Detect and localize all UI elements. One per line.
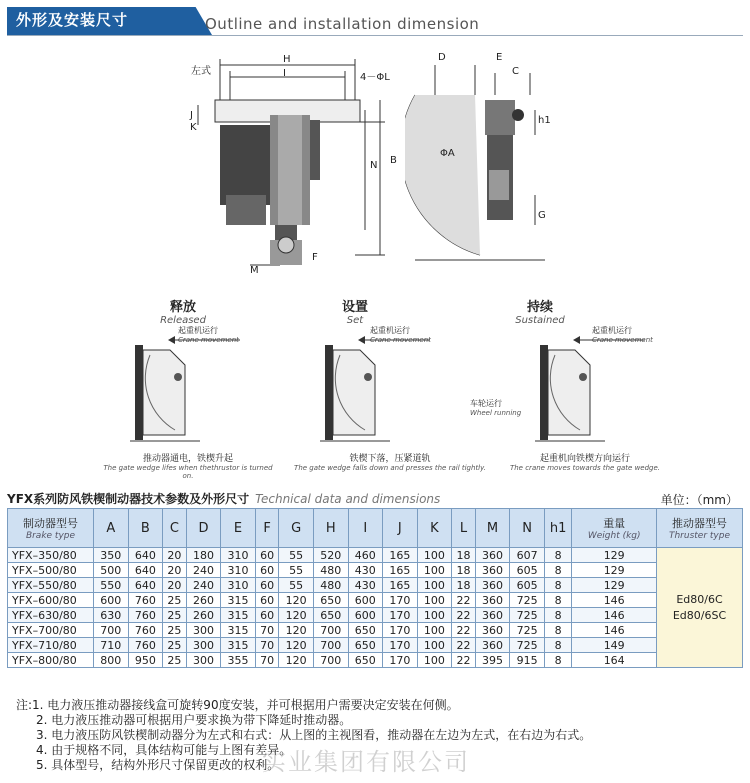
note-4: 4. 由于规格不同，具体结构可能与上图有差异。: [36, 743, 292, 757]
cell-a: 350: [94, 548, 129, 563]
cell-k: 100: [417, 548, 452, 563]
cell-h1: 8: [544, 578, 572, 593]
cell-f: 60: [255, 548, 279, 563]
cell-j: 165: [383, 578, 418, 593]
cell-k: 100: [417, 653, 452, 668]
dim-holes: 4－ΦL: [360, 72, 390, 83]
cell-h: 700: [313, 653, 348, 668]
cell-d: 300: [186, 638, 221, 653]
set-desc: 铁楔下落，压紧道轨 The gate wedge falls down and presses the rail tightly.: [294, 454, 486, 472]
cell-e: 315: [221, 638, 256, 653]
cell-k: 100: [417, 623, 452, 638]
dim-F: F: [312, 252, 318, 263]
col-l: L: [452, 509, 476, 548]
col-b: B: [128, 509, 163, 548]
cell-model: YFX–600/80: [8, 593, 94, 608]
cell-e: 355: [221, 653, 256, 668]
cell-k: 100: [417, 563, 452, 578]
released-desc: 推动器通电，铁楔升起 The gate wedge lifes when thethrustor is turned on.: [103, 454, 273, 480]
dim-K: K: [190, 122, 197, 133]
cell-j: 170: [383, 608, 418, 623]
table-row: [8, 593, 743, 608]
dim-phiA: ΦA: [440, 148, 455, 159]
cell-i: 600: [348, 593, 383, 608]
cell-l: 18: [452, 563, 476, 578]
sustained-diagram: [535, 335, 655, 450]
cell-b: 640: [128, 563, 163, 578]
cell-a: 550: [94, 578, 129, 593]
dim-G: G: [538, 210, 546, 221]
dim-H: H: [283, 54, 291, 65]
col-thruster: 推动器型号 Thruster type: [657, 509, 743, 548]
cell-n: 725: [510, 608, 545, 623]
cell-k: 100: [417, 578, 452, 593]
dim-E: E: [496, 52, 503, 63]
cell-a: 800: [94, 653, 129, 668]
cell-weight: 129: [572, 563, 657, 578]
cell-n: 915: [510, 653, 545, 668]
cell-model: YFX–630/80: [8, 608, 94, 623]
cell-c: 20: [163, 578, 187, 593]
table-row: [8, 638, 743, 653]
cell-n: 725: [510, 593, 545, 608]
cell-i: 650: [348, 638, 383, 653]
cell-g: 120: [279, 608, 314, 623]
note-2: 2. 电力液压推动器可根据用户要求换为带下降延时推动器。: [36, 713, 352, 727]
cell-model: YFX–700/80: [8, 623, 94, 638]
cell-e: 310: [221, 578, 256, 593]
col-f: F: [255, 509, 279, 548]
col-c: C: [163, 509, 187, 548]
cell-g: 120: [279, 638, 314, 653]
cell-m: 395: [475, 653, 510, 668]
cell-i: 460: [348, 548, 383, 563]
col-d: D: [186, 509, 221, 548]
note-3: 3. 电力液压防风铁楔制动器分为左式和右式：从上图的主视图看，推动器在左边为左式，在右边为右式。: [36, 728, 592, 742]
released-crane-label: 起重机运行 Crane movement: [178, 326, 239, 344]
col-g: G: [279, 509, 314, 548]
cell-f: 70: [255, 638, 279, 653]
table-row: [8, 623, 743, 638]
cell-h1: 8: [544, 548, 572, 563]
cell-e: 315: [221, 593, 256, 608]
cell-f: 60: [255, 593, 279, 608]
cell-j: 170: [383, 593, 418, 608]
table-row: [8, 608, 743, 623]
cell-g: 120: [279, 593, 314, 608]
note-1: 注:1. 电力液压推动器接线盒可旋转90度安装，并可根据用户需要决定安装在何侧。: [16, 698, 459, 712]
cell-b: 760: [128, 623, 163, 638]
cell-d: 260: [186, 593, 221, 608]
table-row: [8, 653, 743, 668]
cell-j: 170: [383, 623, 418, 638]
unit-label: 单位：（mm）: [660, 493, 738, 507]
cell-b: 760: [128, 638, 163, 653]
cell-weight: 149: [572, 638, 657, 653]
cell-f: 60: [255, 608, 279, 623]
cell-c: 20: [163, 563, 187, 578]
cell-j: 170: [383, 653, 418, 668]
table-row: [8, 578, 743, 593]
cell-f: 60: [255, 578, 279, 593]
cell-e: 310: [221, 548, 256, 563]
watermark: 实业集团有限公司: [262, 748, 470, 776]
col-e: E: [221, 509, 256, 548]
col-j: J: [383, 509, 418, 548]
cell-n: 605: [510, 578, 545, 593]
cell-f: 70: [255, 623, 279, 638]
cell-a: 710: [94, 638, 129, 653]
cell-m: 360: [475, 608, 510, 623]
side-view-drawing: [405, 55, 555, 270]
cell-b: 760: [128, 608, 163, 623]
cell-l: 22: [452, 638, 476, 653]
cell-c: 25: [163, 638, 187, 653]
cell-m: 360: [475, 563, 510, 578]
cell-i: 430: [348, 578, 383, 593]
cell-h1: 8: [544, 638, 572, 653]
thruster-model: Ed80/6C: [676, 592, 723, 606]
col-m: M: [475, 509, 510, 548]
table-title: YFX系列防风铁楔制动器技术参数及外形尺寸 Technical data and dimensions: [7, 492, 441, 506]
col-a: A: [94, 509, 129, 548]
released-diagram: [130, 335, 250, 450]
header-divider: [7, 35, 743, 36]
dim-C: C: [512, 66, 519, 77]
cell-weight: 146: [572, 593, 657, 608]
cell-d: 180: [186, 548, 221, 563]
cell-weight: 146: [572, 608, 657, 623]
cell-h: 650: [313, 608, 348, 623]
col-n: N: [510, 509, 545, 548]
cell-m: 360: [475, 593, 510, 608]
cell-a: 700: [94, 623, 129, 638]
cell-c: 20: [163, 548, 187, 563]
cell-l: 18: [452, 548, 476, 563]
col-k: K: [417, 509, 452, 548]
set-diagram: [320, 335, 440, 450]
cell-k: 100: [417, 638, 452, 653]
cell-d: 300: [186, 653, 221, 668]
col-weight: 重量 Weight (kg): [572, 509, 657, 548]
cell-l: 18: [452, 578, 476, 593]
section-title: 外形及安装尺寸: [16, 11, 129, 29]
cell-weight: 129: [572, 548, 657, 563]
cell-e: 310: [221, 563, 256, 578]
cell-g: 120: [279, 653, 314, 668]
cell-model: YFX–550/80: [8, 578, 94, 593]
cell-f: 60: [255, 563, 279, 578]
dim-J: J: [190, 110, 193, 121]
cell-model: YFX–710/80: [8, 638, 94, 653]
note-5: 5. 具体型号，结构外形尺寸保留更改的权利。: [36, 758, 280, 772]
cell-c: 25: [163, 653, 187, 668]
cell-b: 950: [128, 653, 163, 668]
cell-d: 300: [186, 623, 221, 638]
cell-n: 725: [510, 623, 545, 638]
cell-l: 22: [452, 653, 476, 668]
table-row: [8, 563, 743, 578]
col-model: 制动器型号 Brake type: [8, 509, 94, 548]
cell-l: 22: [452, 623, 476, 638]
cell-i: 430: [348, 563, 383, 578]
cell-k: 100: [417, 608, 452, 623]
cell-d: 260: [186, 608, 221, 623]
cell-n: 607: [510, 548, 545, 563]
cell-g: 55: [279, 563, 314, 578]
cell-e: 315: [221, 623, 256, 638]
cell-e: 315: [221, 608, 256, 623]
cell-c: 25: [163, 608, 187, 623]
cell-l: 22: [452, 593, 476, 608]
sustained-crane-label: 起重机运行 Crane movement: [592, 326, 653, 344]
sustained-desc: 起重机向铁楔方向运行 The crane moves towards the gate wedge.: [509, 454, 661, 472]
cell-b: 640: [128, 548, 163, 563]
cell-l: 22: [452, 608, 476, 623]
cell-c: 25: [163, 593, 187, 608]
cell-m: 360: [475, 638, 510, 653]
state-set-title: 设置 Set: [341, 300, 368, 326]
cell-g: 55: [279, 548, 314, 563]
cell-g: 55: [279, 578, 314, 593]
left-type-label: 左式: [191, 66, 211, 77]
cell-weight: 146: [572, 623, 657, 638]
wheel-running-label: 车轮运行 Wheel running: [470, 399, 522, 417]
cell-d: 240: [186, 578, 221, 593]
cell-b: 640: [128, 578, 163, 593]
cell-h1: 8: [544, 563, 572, 578]
cell-f: 70: [255, 653, 279, 668]
cell-a: 630: [94, 608, 129, 623]
table-header-row: [8, 509, 743, 548]
dim-I: I: [283, 68, 286, 79]
dim-B: B: [390, 155, 397, 166]
cell-h: 700: [313, 638, 348, 653]
cell-a: 500: [94, 563, 129, 578]
cell-h1: 8: [544, 623, 572, 638]
cell-m: 360: [475, 623, 510, 638]
cell-h: 700: [313, 623, 348, 638]
cell-g: 120: [279, 623, 314, 638]
state-released-title: 释放 Released: [160, 300, 206, 326]
cell-model: YFX–800/80: [8, 653, 94, 668]
cell-h1: 8: [544, 593, 572, 608]
dim-D: D: [438, 52, 446, 63]
col-h1: h1: [544, 509, 572, 548]
col-h: H: [313, 509, 348, 548]
cell-a: 600: [94, 593, 129, 608]
cell-i: 650: [348, 653, 383, 668]
cell-j: 165: [383, 548, 418, 563]
set-crane-label: 起重机运行 Crane movement: [370, 326, 431, 344]
cell-i: 650: [348, 623, 383, 638]
cell-weight: 129: [572, 578, 657, 593]
cell-n: 725: [510, 638, 545, 653]
cell-thruster: [657, 548, 743, 668]
cell-h: 650: [313, 593, 348, 608]
state-sustained-title: 持续 Sustained: [515, 300, 565, 326]
cell-j: 165: [383, 563, 418, 578]
table-row: [8, 548, 743, 563]
dim-h1: h1: [538, 115, 551, 126]
cell-model: YFX–500/80: [8, 563, 94, 578]
col-i: I: [348, 509, 383, 548]
thruster-model: Ed80/6SC: [672, 608, 727, 622]
cell-b: 760: [128, 593, 163, 608]
cell-i: 600: [348, 608, 383, 623]
cell-d: 240: [186, 563, 221, 578]
cell-j: 170: [383, 638, 418, 653]
cell-m: 360: [475, 578, 510, 593]
cell-n: 605: [510, 563, 545, 578]
cell-k: 100: [417, 593, 452, 608]
cell-weight: 164: [572, 653, 657, 668]
cell-h1: 8: [544, 653, 572, 668]
dim-M: M: [250, 265, 259, 276]
section-title-en: Outline and installation dimension: [205, 15, 480, 33]
spec-table: [7, 508, 743, 668]
cell-model: YFX–350/80: [8, 548, 94, 563]
cell-m: 360: [475, 548, 510, 563]
dim-N: N: [370, 160, 378, 171]
cell-h1: 8: [544, 608, 572, 623]
cell-h: 520: [313, 548, 348, 563]
cell-h: 480: [313, 563, 348, 578]
cell-h: 480: [313, 578, 348, 593]
cell-c: 25: [163, 623, 187, 638]
